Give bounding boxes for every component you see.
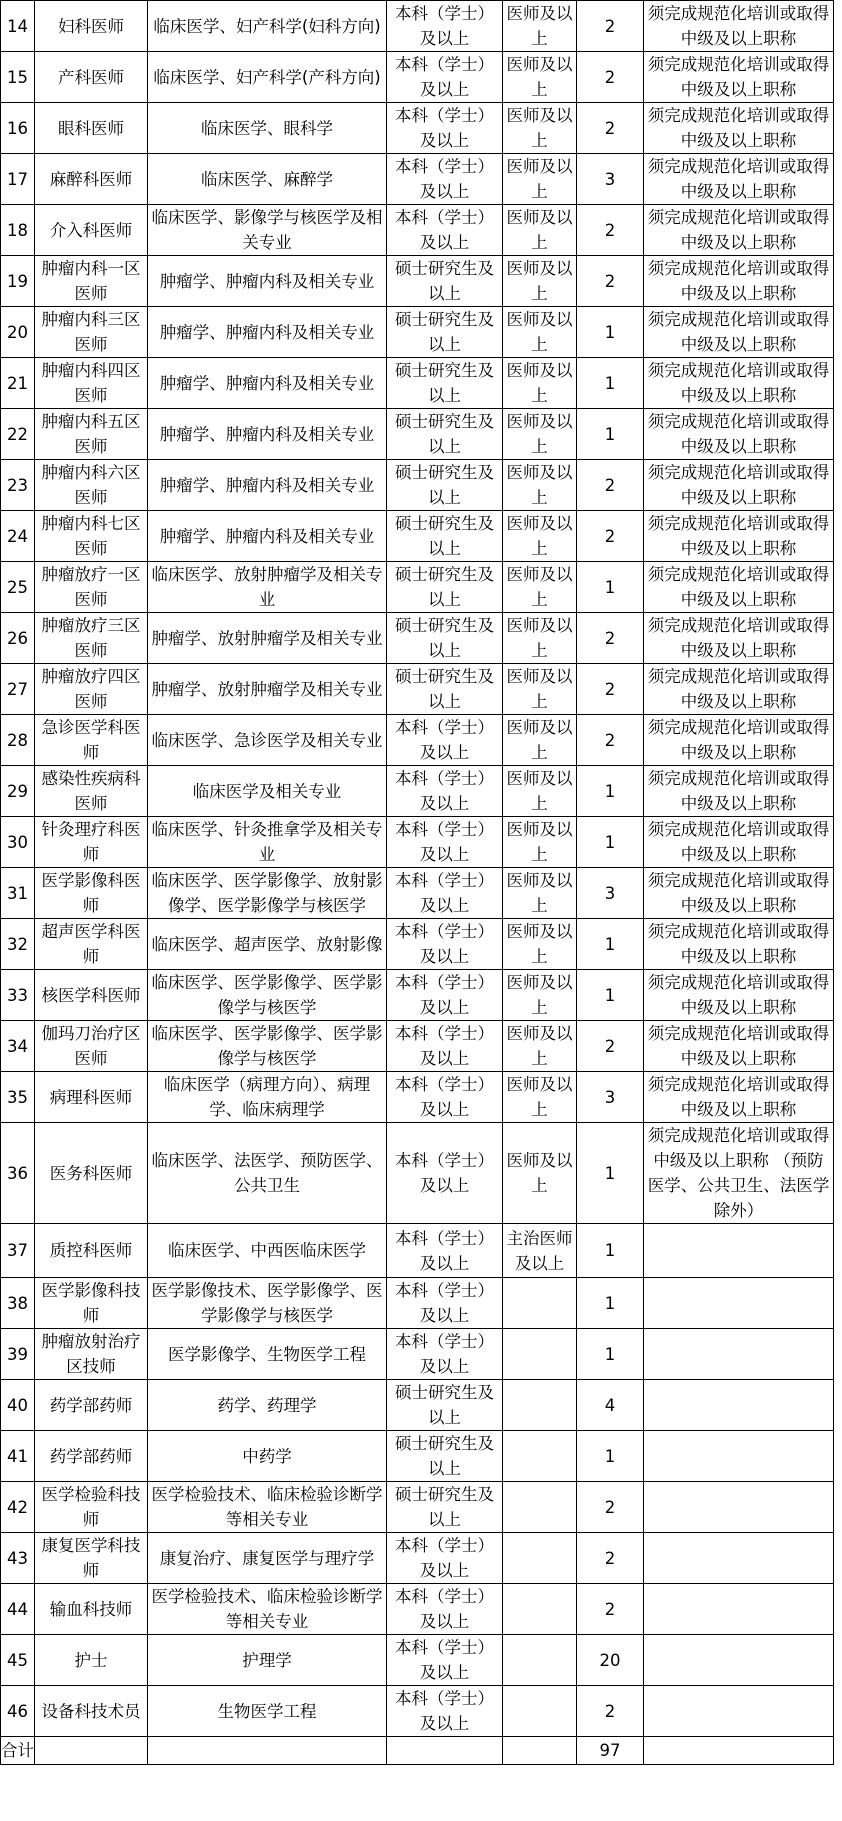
table-row [1, 358, 834, 409]
position-name: 肿瘤内科四区医师 [35, 358, 148, 409]
major-requirement: 临床医学、影像学与核医学及相关专业 [148, 205, 387, 256]
table-row [1, 154, 834, 205]
position-name: 产科医师 [35, 52, 148, 103]
total-empty-cell [644, 1737, 834, 1765]
row-number: 25 [1, 562, 35, 613]
table-row [1, 817, 834, 868]
other-requirement: 须完成规范化培训或取得中级及以上职称 [644, 613, 834, 664]
qualification-requirement: 医师及以上 [503, 1021, 577, 1072]
other-requirement: 须完成规范化培训或取得中级及以上职称 [644, 715, 834, 766]
table-row [1, 919, 834, 970]
major-requirement: 肿瘤学、放射肿瘤学及相关专业 [148, 613, 387, 664]
other-requirement [644, 1431, 834, 1482]
major-requirement: 肿瘤学、肿瘤内科及相关专业 [148, 511, 387, 562]
position-name: 超声医学科医师 [35, 919, 148, 970]
education-requirement: 本科（学士）及以上 [387, 1635, 503, 1686]
position-name: 护士 [35, 1635, 148, 1686]
education-requirement: 硕士研究生及以上 [387, 358, 503, 409]
position-name: 药学部药师 [35, 1380, 148, 1431]
row-number: 41 [1, 1431, 35, 1482]
major-requirement: 生物医学工程 [148, 1686, 387, 1737]
table-row [1, 1533, 834, 1584]
headcount: 2 [577, 460, 644, 511]
row-number: 22 [1, 409, 35, 460]
education-requirement: 硕士研究生及以上 [387, 1380, 503, 1431]
other-requirement [644, 1635, 834, 1686]
education-requirement: 本科（学士）及以上 [387, 715, 503, 766]
major-requirement: 临床医学、医学影像学、医学影像学与核医学 [148, 970, 387, 1021]
qualification-requirement [503, 1533, 577, 1584]
row-number: 26 [1, 613, 35, 664]
headcount: 2 [577, 1, 644, 52]
major-requirement: 临床医学（病理方向）、病理学、临床病理学 [148, 1072, 387, 1123]
education-requirement: 本科（学士）及以上 [387, 1686, 503, 1737]
position-name: 医务科医师 [35, 1123, 148, 1224]
education-requirement: 本科（学士）及以上 [387, 1021, 503, 1072]
table-row [1, 1329, 834, 1380]
major-requirement: 临床医学、眼科学 [148, 103, 387, 154]
headcount: 1 [577, 766, 644, 817]
headcount: 3 [577, 154, 644, 205]
education-requirement: 硕士研究生及以上 [387, 664, 503, 715]
qualification-requirement [503, 1635, 577, 1686]
major-requirement: 临床医学、妇产科学(产科方向) [148, 52, 387, 103]
row-number: 42 [1, 1482, 35, 1533]
table-row [1, 1278, 834, 1329]
qualification-requirement: 医师及以上 [503, 1, 577, 52]
row-number: 17 [1, 154, 35, 205]
position-name: 质控科医师 [35, 1224, 148, 1278]
major-requirement: 护理学 [148, 1635, 387, 1686]
qualification-requirement [503, 1431, 577, 1482]
major-requirement: 临床医学、急诊医学及相关专业 [148, 715, 387, 766]
major-requirement: 肿瘤学、肿瘤内科及相关专业 [148, 307, 387, 358]
other-requirement [644, 1584, 834, 1635]
headcount: 2 [577, 1686, 644, 1737]
qualification-requirement: 医师及以上 [503, 205, 577, 256]
total-label: 合计 [1, 1737, 35, 1765]
total-count: 97 [577, 1737, 644, 1765]
major-requirement: 医学检验技术、临床检验诊断学等相关专业 [148, 1482, 387, 1533]
other-requirement: 须完成规范化培训或取得中级及以上职称 [644, 970, 834, 1021]
table-row [1, 664, 834, 715]
table-row [1, 1123, 834, 1224]
table-row [1, 511, 834, 562]
headcount: 1 [577, 1329, 644, 1380]
position-name: 肿瘤内科五区医师 [35, 409, 148, 460]
total-empty-cell [148, 1737, 387, 1765]
major-requirement: 中药学 [148, 1431, 387, 1482]
table-row [1, 52, 834, 103]
headcount: 1 [577, 562, 644, 613]
other-requirement: 须完成规范化培训或取得中级及以上职称 [644, 1072, 834, 1123]
other-requirement: 须完成规范化培训或取得中级及以上职称 [644, 664, 834, 715]
row-number: 28 [1, 715, 35, 766]
headcount: 2 [577, 715, 644, 766]
position-name: 感染性疾病科医师 [35, 766, 148, 817]
education-requirement: 本科（学士）及以上 [387, 103, 503, 154]
headcount: 1 [577, 307, 644, 358]
row-number: 45 [1, 1635, 35, 1686]
qualification-requirement [503, 1482, 577, 1533]
other-requirement: 须完成规范化培训或取得中级及以上职称 [644, 205, 834, 256]
education-requirement: 硕士研究生及以上 [387, 1482, 503, 1533]
major-requirement: 医学检验技术、临床检验诊断学等相关专业 [148, 1584, 387, 1635]
table-row [1, 766, 834, 817]
education-requirement: 本科（学士）及以上 [387, 1584, 503, 1635]
qualification-requirement: 医师及以上 [503, 154, 577, 205]
row-number: 19 [1, 256, 35, 307]
table-row [1, 1584, 834, 1635]
qualification-requirement: 医师及以上 [503, 511, 577, 562]
qualification-requirement: 医师及以上 [503, 1123, 577, 1224]
headcount: 2 [577, 103, 644, 154]
headcount: 1 [577, 919, 644, 970]
total-empty-cell [387, 1737, 503, 1765]
qualification-requirement: 主治医师及以上 [503, 1224, 577, 1278]
other-requirement: 须完成规范化培训或取得中级及以上职称 [644, 511, 834, 562]
education-requirement: 硕士研究生及以上 [387, 409, 503, 460]
table-row [1, 1635, 834, 1686]
table-row [1, 1224, 834, 1278]
table-row [1, 715, 834, 766]
other-requirement: 须完成规范化培训或取得中级及以上职称 [644, 1021, 834, 1072]
total-empty-cell [35, 1737, 148, 1765]
headcount: 2 [577, 1021, 644, 1072]
headcount: 1 [577, 409, 644, 460]
qualification-requirement [503, 1584, 577, 1635]
position-name: 伽玛刀治疗区医师 [35, 1021, 148, 1072]
position-name: 麻醉科医师 [35, 154, 148, 205]
major-requirement: 肿瘤学、肿瘤内科及相关专业 [148, 409, 387, 460]
position-name: 康复医学科技师 [35, 1533, 148, 1584]
education-requirement: 本科（学士）及以上 [387, 1224, 503, 1278]
row-number: 40 [1, 1380, 35, 1431]
position-name: 输血科技师 [35, 1584, 148, 1635]
table-row [1, 1380, 834, 1431]
other-requirement [644, 1329, 834, 1380]
other-requirement: 须完成规范化培训或取得中级及以上职称 [644, 868, 834, 919]
other-requirement: 须完成规范化培训或取得中级及以上职称 [644, 919, 834, 970]
position-name: 医学检验科技师 [35, 1482, 148, 1533]
other-requirement [644, 1224, 834, 1278]
headcount: 1 [577, 817, 644, 868]
headcount: 1 [577, 1224, 644, 1278]
headcount: 2 [577, 205, 644, 256]
row-number: 27 [1, 664, 35, 715]
table-row [1, 307, 834, 358]
other-requirement: 须完成规范化培训或取得中级及以上职称 [644, 562, 834, 613]
qualification-requirement: 医师及以上 [503, 307, 577, 358]
qualification-requirement: 医师及以上 [503, 409, 577, 460]
major-requirement: 医学影像学、生物医学工程 [148, 1329, 387, 1380]
education-requirement: 硕士研究生及以上 [387, 460, 503, 511]
qualification-requirement [503, 1686, 577, 1737]
other-requirement: 须完成规范化培训或取得中级及以上职称 [644, 256, 834, 307]
headcount: 1 [577, 1123, 644, 1224]
education-requirement: 本科（学士）及以上 [387, 970, 503, 1021]
other-requirement: 须完成规范化培训或取得中级及以上职称 [644, 52, 834, 103]
education-requirement: 本科（学士）及以上 [387, 1533, 503, 1584]
position-name: 药学部药师 [35, 1431, 148, 1482]
position-name: 设备科技术员 [35, 1686, 148, 1737]
qualification-requirement: 医师及以上 [503, 613, 577, 664]
table-row [1, 205, 834, 256]
major-requirement: 临床医学、超声医学、放射影像 [148, 919, 387, 970]
position-name: 急诊医学科医师 [35, 715, 148, 766]
education-requirement: 本科（学士）及以上 [387, 52, 503, 103]
qualification-requirement: 医师及以上 [503, 919, 577, 970]
major-requirement: 临床医学、放射肿瘤学及相关专业 [148, 562, 387, 613]
headcount: 20 [577, 1635, 644, 1686]
row-number: 21 [1, 358, 35, 409]
qualification-requirement [503, 1329, 577, 1380]
headcount: 2 [577, 52, 644, 103]
position-name: 医学影像科医师 [35, 868, 148, 919]
total-empty-cell [503, 1737, 577, 1765]
qualification-requirement: 医师及以上 [503, 52, 577, 103]
row-number: 30 [1, 817, 35, 868]
major-requirement: 临床医学、医学影像学、放射影像学、医学影像学与核医学 [148, 868, 387, 919]
other-requirement [644, 1533, 834, 1584]
row-number: 33 [1, 970, 35, 1021]
major-requirement: 医学影像技术、医学影像学、医学影像学与核医学 [148, 1278, 387, 1329]
headcount: 2 [577, 1482, 644, 1533]
education-requirement: 硕士研究生及以上 [387, 1431, 503, 1482]
major-requirement: 肿瘤学、肿瘤内科及相关专业 [148, 460, 387, 511]
qualification-requirement: 医师及以上 [503, 664, 577, 715]
row-number: 39 [1, 1329, 35, 1380]
major-requirement: 肿瘤学、肿瘤内科及相关专业 [148, 256, 387, 307]
major-requirement: 肿瘤学、肿瘤内科及相关专业 [148, 358, 387, 409]
qualification-requirement: 医师及以上 [503, 766, 577, 817]
table-row [1, 970, 834, 1021]
position-name: 肿瘤放疗一区医师 [35, 562, 148, 613]
other-requirement: 须完成规范化培训或取得中级及以上职称 [644, 1, 834, 52]
headcount: 1 [577, 358, 644, 409]
position-name: 病理科医师 [35, 1072, 148, 1123]
major-requirement: 临床医学、麻醉学 [148, 154, 387, 205]
qualification-requirement: 医师及以上 [503, 868, 577, 919]
education-requirement: 硕士研究生及以上 [387, 613, 503, 664]
education-requirement: 本科（学士）及以上 [387, 1123, 503, 1224]
major-requirement: 药学、药理学 [148, 1380, 387, 1431]
major-requirement: 临床医学、法医学、预防医学、公共卫生 [148, 1123, 387, 1224]
major-requirement: 肿瘤学、放射肿瘤学及相关专业 [148, 664, 387, 715]
row-number: 35 [1, 1072, 35, 1123]
row-number: 44 [1, 1584, 35, 1635]
major-requirement: 康复治疗、康复医学与理疗学 [148, 1533, 387, 1584]
other-requirement: 须完成规范化培训或取得中级及以上职称 [644, 460, 834, 511]
headcount: 2 [577, 1533, 644, 1584]
headcount: 2 [577, 664, 644, 715]
row-number: 23 [1, 460, 35, 511]
row-number: 46 [1, 1686, 35, 1737]
table-row [1, 1482, 834, 1533]
qualification-requirement: 医师及以上 [503, 256, 577, 307]
row-number: 34 [1, 1021, 35, 1072]
position-name: 医学影像科技师 [35, 1278, 148, 1329]
row-number: 15 [1, 52, 35, 103]
qualification-requirement: 医师及以上 [503, 460, 577, 511]
position-name: 肿瘤放疗三区医师 [35, 613, 148, 664]
major-requirement: 临床医学及相关专业 [148, 766, 387, 817]
headcount: 2 [577, 613, 644, 664]
table-row [1, 103, 834, 154]
qualification-requirement: 医师及以上 [503, 562, 577, 613]
position-name: 核医学科医师 [35, 970, 148, 1021]
headcount: 2 [577, 256, 644, 307]
table-row [1, 1021, 834, 1072]
row-number: 38 [1, 1278, 35, 1329]
major-requirement: 临床医学、妇产科学(妇科方向) [148, 1, 387, 52]
qualification-requirement: 医师及以上 [503, 715, 577, 766]
other-requirement: 须完成规范化培训或取得中级及以上职称 [644, 103, 834, 154]
headcount: 3 [577, 868, 644, 919]
education-requirement: 本科（学士）及以上 [387, 868, 503, 919]
education-requirement: 硕士研究生及以上 [387, 511, 503, 562]
table-row [1, 409, 834, 460]
position-name: 肿瘤内科一区医师 [35, 256, 148, 307]
headcount: 1 [577, 1278, 644, 1329]
qualification-requirement: 医师及以上 [503, 358, 577, 409]
headcount: 2 [577, 1584, 644, 1635]
total-row [1, 1737, 834, 1765]
education-requirement: 本科（学士）及以上 [387, 1072, 503, 1123]
qualification-requirement: 医师及以上 [503, 817, 577, 868]
education-requirement: 本科（学士）及以上 [387, 1278, 503, 1329]
major-requirement: 临床医学、针灸推拿学及相关专业 [148, 817, 387, 868]
other-requirement [644, 1278, 834, 1329]
row-number: 43 [1, 1533, 35, 1584]
table-row [1, 613, 834, 664]
other-requirement: 须完成规范化培训或取得中级及以上职称 （预防医学、公共卫生、法医学除外） [644, 1123, 834, 1224]
major-requirement: 临床医学、医学影像学、医学影像学与核医学 [148, 1021, 387, 1072]
other-requirement [644, 1686, 834, 1737]
row-number: 20 [1, 307, 35, 358]
headcount: 2 [577, 511, 644, 562]
position-name: 肿瘤放射治疗区技师 [35, 1329, 148, 1380]
headcount: 1 [577, 970, 644, 1021]
row-number: 16 [1, 103, 35, 154]
education-requirement: 本科（学士）及以上 [387, 919, 503, 970]
position-name: 妇科医师 [35, 1, 148, 52]
position-name: 肿瘤内科三区医师 [35, 307, 148, 358]
qualification-requirement: 医师及以上 [503, 103, 577, 154]
row-number: 36 [1, 1123, 35, 1224]
row-number: 29 [1, 766, 35, 817]
headcount: 1 [577, 1431, 644, 1482]
row-number: 24 [1, 511, 35, 562]
education-requirement: 硕士研究生及以上 [387, 256, 503, 307]
qualification-requirement: 医师及以上 [503, 1072, 577, 1123]
table-row [1, 868, 834, 919]
education-requirement: 本科（学士）及以上 [387, 766, 503, 817]
table-row [1, 1, 834, 52]
other-requirement: 须完成规范化培训或取得中级及以上职称 [644, 409, 834, 460]
row-number: 31 [1, 868, 35, 919]
major-requirement: 临床医学、中西医临床医学 [148, 1224, 387, 1278]
table-row [1, 256, 834, 307]
table-row [1, 562, 834, 613]
table-body [1, 1, 834, 1737]
education-requirement: 硕士研究生及以上 [387, 562, 503, 613]
other-requirement: 须完成规范化培训或取得中级及以上职称 [644, 154, 834, 205]
qualification-requirement: 医师及以上 [503, 970, 577, 1021]
education-requirement: 硕士研究生及以上 [387, 307, 503, 358]
education-requirement: 本科（学士）及以上 [387, 1329, 503, 1380]
education-requirement: 本科（学士）及以上 [387, 817, 503, 868]
qualification-requirement [503, 1380, 577, 1431]
position-name: 肿瘤内科七区医师 [35, 511, 148, 562]
other-requirement: 须完成规范化培训或取得中级及以上职称 [644, 307, 834, 358]
row-number: 14 [1, 1, 35, 52]
other-requirement [644, 1380, 834, 1431]
education-requirement: 本科（学士）及以上 [387, 1, 503, 52]
education-requirement: 本科（学士）及以上 [387, 154, 503, 205]
row-number: 32 [1, 919, 35, 970]
other-requirement: 须完成规范化培训或取得中级及以上职称 [644, 817, 834, 868]
other-requirement: 须完成规范化培训或取得中级及以上职称 [644, 358, 834, 409]
position-name: 肿瘤内科六区医师 [35, 460, 148, 511]
table-row [1, 1686, 834, 1737]
position-name: 眼科医师 [35, 103, 148, 154]
headcount: 3 [577, 1072, 644, 1123]
position-name: 针灸理疗科医师 [35, 817, 148, 868]
table-row [1, 1072, 834, 1123]
other-requirement [644, 1482, 834, 1533]
other-requirement: 须完成规范化培训或取得中级及以上职称 [644, 766, 834, 817]
position-name: 肿瘤放疗四区医师 [35, 664, 148, 715]
education-requirement: 本科（学士）及以上 [387, 205, 503, 256]
table-row [1, 1431, 834, 1482]
qualification-requirement [503, 1278, 577, 1329]
position-name: 介入科医师 [35, 205, 148, 256]
row-number: 18 [1, 205, 35, 256]
headcount: 4 [577, 1380, 644, 1431]
table-row [1, 460, 834, 511]
row-number: 37 [1, 1224, 35, 1278]
